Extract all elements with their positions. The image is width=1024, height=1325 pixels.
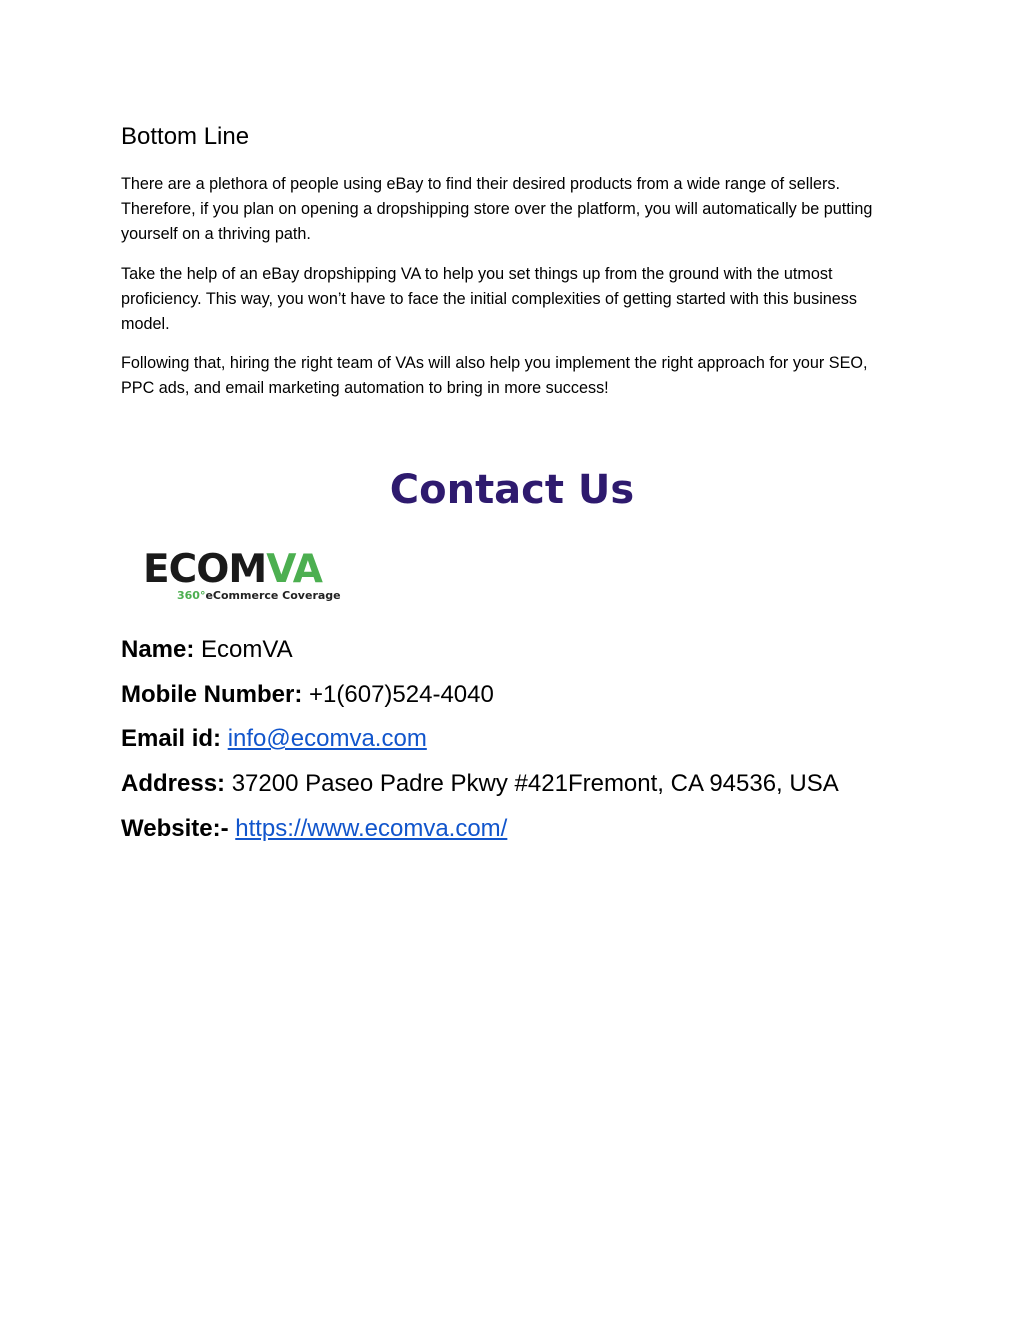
contact-address-line xyxy=(121,768,839,800)
website-label: Website:- xyxy=(121,815,229,842)
address-label: Address: xyxy=(121,770,226,797)
paragraph-3: Following that, hiring the right team of VAs will also help you implement the right approach for your SEO, PPC ads, and email marketing automation to bring in more success! xyxy=(121,354,868,397)
logo-tagline xyxy=(177,589,341,603)
contact-name-line xyxy=(121,634,293,666)
logo-tagline-dark: eCommerce Coverage xyxy=(205,589,341,602)
name-value: EcomVA xyxy=(201,636,293,663)
contact-email-line xyxy=(121,723,427,755)
logo-word-green: VA xyxy=(266,547,322,592)
section-heading: Bottom Line xyxy=(121,123,250,150)
paragraph-2: Take the help of an eBay dropshipping VA to help you set things up from the ground with the utmost proficiency. This way, you won’t have to face the initial complexities of getting started with this business model. xyxy=(121,265,857,333)
email-link[interactable]: info@ecomva.com xyxy=(227,725,427,752)
website-link[interactable]: https://www.ecomva.com/ xyxy=(235,815,508,842)
mobile-value: +1(607)524-4040 xyxy=(309,681,494,708)
ecomva-logo xyxy=(143,548,343,608)
name-label: Name: xyxy=(121,636,195,663)
mobile-label: Mobile Number: xyxy=(121,681,303,708)
logo-wordmark xyxy=(143,548,322,592)
paragraph-1: There are a plethora of people using eBay to find their desired products from a wide range of sellers. Therefore, if you plan on opening a dropshipping store over the platform, you will automatically be putting yourself on a thriving path. xyxy=(121,175,873,243)
contact-title: Contact Us xyxy=(389,467,635,513)
logo-word-dark: ECOM xyxy=(143,547,267,592)
logo-tagline-green: 360° xyxy=(177,589,206,602)
email-label: Email id: xyxy=(121,725,222,752)
contact-mobile-line xyxy=(121,679,494,711)
address-value: 37200 Paseo Padre Pkwy #421Fremont, CA 94536, USA xyxy=(231,770,839,797)
contact-website-line xyxy=(121,813,507,845)
